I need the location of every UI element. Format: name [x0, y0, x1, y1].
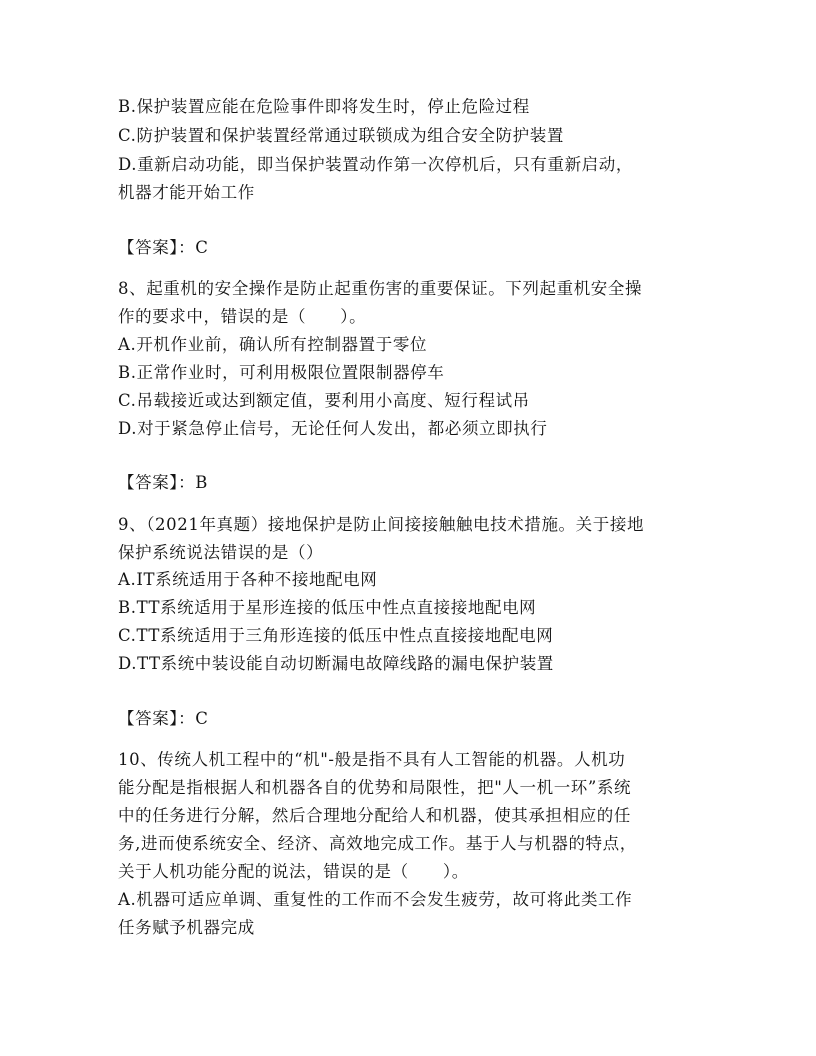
q10-stem-line4: 务,进而使系统安全、经济、高效地完成工作。基于人与机器的特点， — [118, 834, 637, 853]
q8-stem-line1: 8、起重机的安全操作是防止起重伤害的重要保证。下列起重机安全操 — [118, 279, 643, 298]
q10-option-a-line1: A.机器可适应单调、重复性的工作而不会发生疲劳，故可将此类工作 — [118, 890, 633, 909]
q9-answer: 【答案】：C — [118, 709, 209, 728]
q10-stem-line5: 关于人机功能分配的说法，错误的是（ ）。 — [118, 862, 469, 881]
q10-stem-line3: 中的任务进行分解，然后合理地分配给人和机器，使其承担相应的任 — [118, 806, 631, 825]
q8-option-c: C.吊载接近或达到额定值，要利用小高度、短行程试吊 — [118, 391, 530, 410]
q7-option-c: C.防护装置和保护装置经常通过联锁成为组合安全防护装置 — [118, 126, 564, 145]
q10-stem-line1: 10、传统人机工程中的“机"-般是指不具有人工智能的机器。人机功 — [118, 750, 626, 769]
q7-option-d-line2: 机器才能开始工作 — [118, 183, 255, 202]
q10-option-a-line2: 任务赋予机器完成 — [118, 918, 255, 937]
q9-option-c: C.TT系统适用于三角形连接的低压中性点直接接地配电网 — [118, 626, 554, 645]
q8-stem-line2: 作的要求中，错误的是（ ）。 — [118, 307, 367, 326]
q7-option-d-line1: D.重新启动功能，即当保护装置动作第一次停机后，只有重新启动， — [118, 155, 633, 174]
q8-option-b: B.正常作业时，可利用极限位置限制器停车 — [118, 363, 445, 382]
q7-option-b: B.保护装置应能在危险事件即将发生时，停止危险过程 — [118, 97, 530, 116]
q8-answer: 【答案】：B — [118, 473, 208, 492]
q9-option-b: B.TT系统适用于星形连接的低压中性点直接接地配电网 — [118, 598, 537, 617]
q9-stem-line2: 保护系统说法错误的是（） — [118, 543, 324, 562]
q9-stem-line1: 9、（2021年真题）接地保护是防止间接接触触电技术措施。关于接地 — [118, 515, 645, 534]
q8-option-a: A.开机作业前，确认所有控制器置于零位 — [118, 335, 428, 354]
q10-stem-line2: 能分配是指根据人和机器各自的优势和局限性，把"人一机一环”系统 — [118, 778, 632, 797]
q9-option-d: D.TT系统中装设能自动切断漏电故障线路的漏电保护装置 — [118, 654, 554, 673]
q8-option-d: D.对于紧急停止信号，无论任何人发出，都必须立即执行 — [118, 419, 548, 438]
q7-answer: 【答案】：C — [118, 238, 209, 257]
q9-option-a: A.IT系统适用于各种不接地配电网 — [118, 570, 378, 589]
